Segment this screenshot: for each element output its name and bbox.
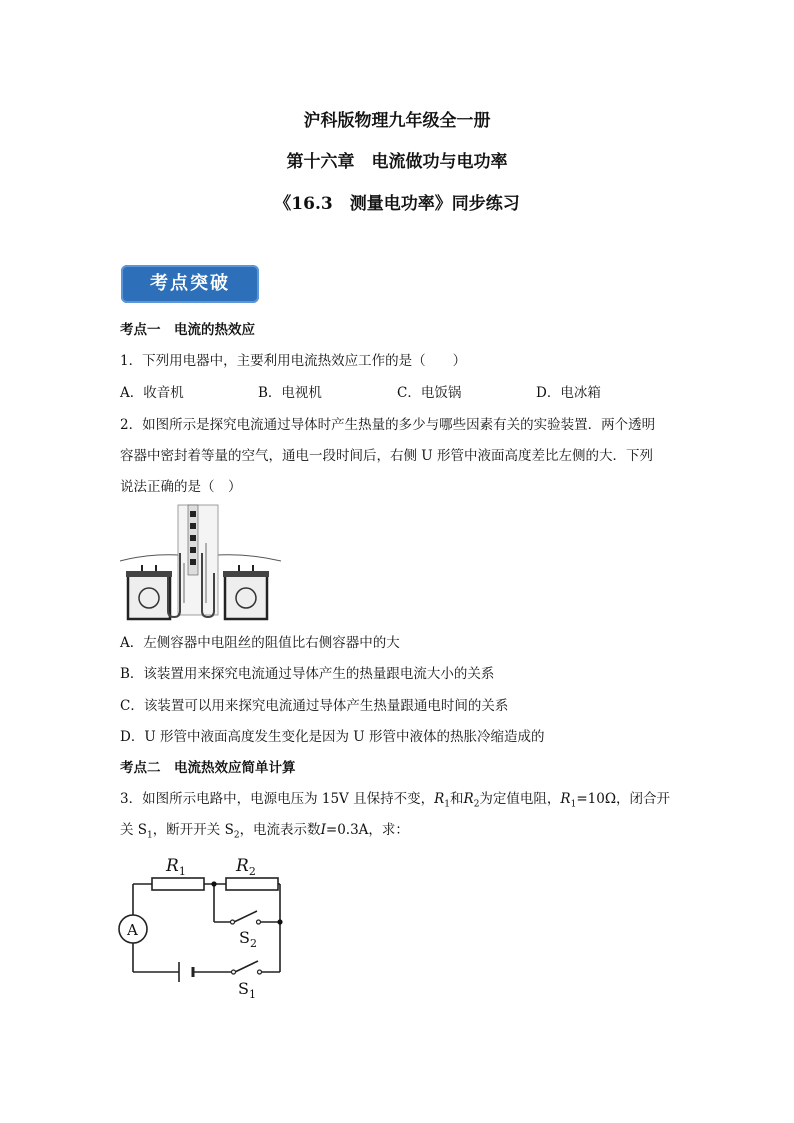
q2-option-b: B．该装置用来探究电流通过导体产生的热量跟电流大小的关系 [120, 666, 495, 682]
section-heading-1: 考点一 电流的热效应 [120, 322, 255, 338]
resistor-r1 [152, 878, 204, 890]
label-r2: $R_2$ [236, 856, 256, 878]
q2-stem-line3: 说法正确的是（ ） [120, 479, 242, 495]
q1-option-c: C．电饭锅 [397, 385, 462, 401]
q2-stem-line2: 容器中密封着等量的空气，通电一段时间后，右侧 U 形管中液面高度差比左侧的大．下列 [120, 448, 653, 464]
doc-title: 沪科版物理九年级全一册 [303, 111, 491, 131]
label-ammeter: A [127, 921, 138, 939]
label-s2: $S_2$ [239, 928, 257, 950]
label-s1: $S_1$ [238, 979, 256, 1001]
switch-s1 [235, 961, 258, 972]
q1-option-a: A．收音机 [120, 385, 184, 401]
q2-apparatus-figure [118, 503, 283, 623]
label-r1: $R_1$ [166, 856, 186, 878]
chapter-title: 第十六章 电流做功与电功率 [286, 152, 508, 172]
q1-option-d: D．电冰箱 [536, 385, 601, 401]
q1-stem: 1．下列用电器中，主要利用电流热效应工作的是（ ） [120, 353, 467, 369]
resistor-r2 [226, 878, 278, 890]
q2-option-d: D．U 形管中液面高度发生变化是因为 U 形管中液体的热胀冷缩造成的 [120, 729, 545, 745]
q2-stem-line1: 2．如图所示是探究电流通过导体时产生热量的多少与哪些因素有关的实验装置．两个透明 [120, 417, 656, 433]
section-heading-2: 考点二 电流热效应简单计算 [120, 760, 296, 776]
q3-circuit-diagram [115, 848, 300, 1008]
q3-stem-line2: 关 $S_1$，断开开关 $S_2$，电流表示数I=0.3A，求： [120, 822, 409, 841]
switch-s2 [234, 911, 257, 922]
q2-option-c: C．该装置可以用来探究电流通过导体产生热量跟通电时间的关系 [120, 698, 509, 714]
lesson-title: 《16.3 测量电功率》同步练习 [274, 194, 520, 214]
q2-option-a: A．左侧容器中电阻丝的阻值比右侧容器中的大 [120, 635, 400, 651]
q3-stem-line1: 3．如图所示电路中，电源电压为 15V 且保持不变，$R_1$和$R_2$为定值电阻，$R_1=10\Omega$，闭合开 [120, 791, 671, 810]
section-banner: 考点突破 [121, 265, 259, 303]
q1-option-b: B．电视机 [258, 385, 322, 401]
